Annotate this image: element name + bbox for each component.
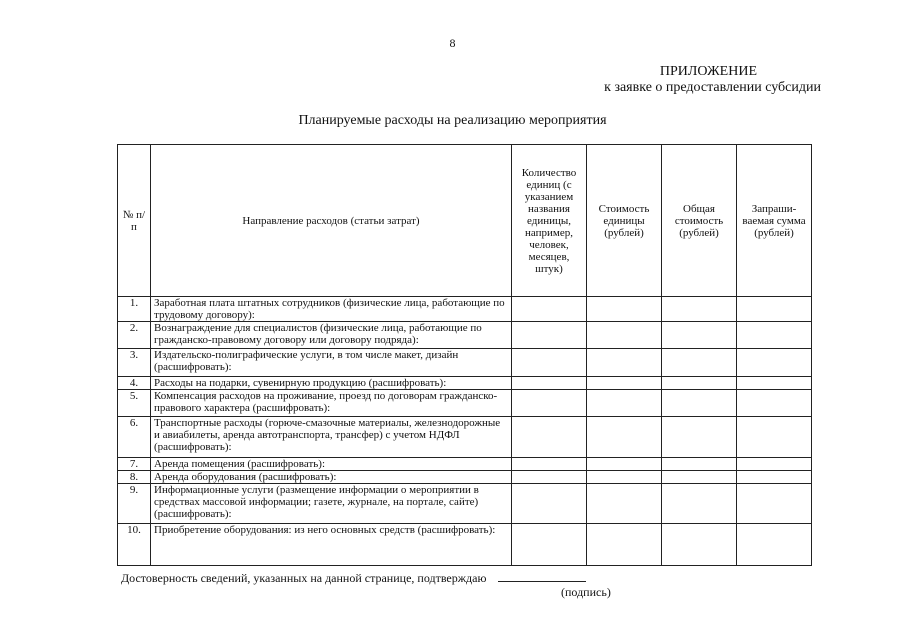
unit-cost-cell[interactable] (587, 484, 662, 524)
requested-sum-cell[interactable] (737, 471, 812, 484)
row-description: Компенсация расходов на проживание, проезд по договорам гражданско-правового характера (расшифровать): (151, 390, 512, 417)
table-row (118, 390, 812, 417)
row-number: 2. (118, 322, 151, 349)
row-description: Издательско-полиграфические услуги, в том числе макет, дизайн (расшифровать): (151, 349, 512, 377)
total-cost-cell[interactable] (662, 417, 737, 458)
table-row (118, 322, 812, 349)
total-cost-cell[interactable] (662, 524, 737, 566)
requested-sum-cell[interactable] (737, 377, 812, 390)
table-row (118, 297, 812, 322)
row-number: 8. (118, 471, 151, 484)
row-number: 6. (118, 417, 151, 458)
quantity-cell[interactable] (512, 471, 587, 484)
requested-sum-cell[interactable] (737, 349, 812, 377)
row-number: 5. (118, 390, 151, 417)
header-total-cost: Общая стоимость (рублей) (662, 145, 737, 297)
table-row (118, 417, 812, 458)
appendix-title: ПРИЛОЖЕНИЕ (659, 64, 757, 79)
total-cost-cell[interactable] (662, 471, 737, 484)
quantity-cell[interactable] (512, 524, 587, 566)
row-description: Аренда помещения (расшифровать): (151, 458, 512, 471)
quantity-cell[interactable] (512, 322, 587, 349)
unit-cost-cell[interactable] (587, 377, 662, 390)
row-number: 7. (118, 458, 151, 471)
unit-cost-cell[interactable] (587, 297, 662, 322)
header-direction: Направление расходов (статьи затрат) (151, 145, 512, 297)
unit-cost-cell[interactable] (587, 524, 662, 566)
header-quantity: Количество единиц (с указанием названия единицы, например, человек, месяцев, штук) (512, 145, 587, 297)
table-row (118, 349, 812, 377)
requested-sum-cell[interactable] (737, 458, 812, 471)
quantity-cell[interactable] (512, 349, 587, 377)
row-description: Вознаграждение для специалистов (физические лица, работающие по гражданско-правовому договору или договору подряда): (151, 322, 512, 349)
table-row (118, 484, 812, 524)
signature-caption: (подпись) (561, 585, 611, 599)
requested-sum-cell[interactable] (737, 322, 812, 349)
quantity-cell[interactable] (512, 297, 587, 322)
total-cost-cell[interactable] (662, 458, 737, 471)
total-cost-cell[interactable] (662, 390, 737, 417)
quantity-cell[interactable] (512, 377, 587, 390)
header-unit-cost: Стоимость единицы (рублей) (587, 145, 662, 297)
row-number: 10. (118, 524, 151, 566)
header-requested-sum: Запраши-ваемая сумма (рублей) (737, 145, 812, 297)
unit-cost-cell[interactable] (587, 458, 662, 471)
unit-cost-cell[interactable] (587, 322, 662, 349)
requested-sum-cell[interactable] (737, 297, 812, 322)
row-number: 1. (118, 297, 151, 322)
page-number: 8 (449, 36, 456, 50)
row-description: Аренда оборудования (расшифровать): (151, 471, 512, 484)
expenses-table (117, 144, 812, 566)
signature-field[interactable] (498, 571, 586, 582)
quantity-cell[interactable] (512, 390, 587, 417)
row-number: 9. (118, 484, 151, 524)
requested-sum-cell[interactable] (737, 390, 812, 417)
requested-sum-cell[interactable] (737, 417, 812, 458)
table-row (118, 458, 812, 471)
unit-cost-cell[interactable] (587, 349, 662, 377)
unit-cost-cell[interactable] (587, 417, 662, 458)
table-row (118, 471, 812, 484)
table-title: Планируемые расходы на реализацию мероприятия (298, 113, 607, 128)
requested-sum-cell[interactable] (737, 484, 812, 524)
table-row (118, 377, 812, 390)
confirmation-line (121, 571, 586, 586)
appendix-subtitle: к заявке о предоставлении субсидии (604, 80, 821, 95)
row-description: Транспортные расходы (горюче-смазочные материалы, железнодорожные и авиабилеты, аренда автотранспорта, трансфер) с учетом НДФЛ (расшифровать): (151, 417, 512, 458)
quantity-cell[interactable] (512, 484, 587, 524)
requested-sum-cell[interactable] (737, 524, 812, 566)
row-description: Расходы на подарки, сувенирную продукцию (расшифровать): (151, 377, 512, 390)
quantity-cell[interactable] (512, 458, 587, 471)
total-cost-cell[interactable] (662, 484, 737, 524)
confirmation-text: Достоверность сведений, указанных на данной странице, подтверждаю (121, 571, 487, 585)
unit-cost-cell[interactable] (587, 390, 662, 417)
total-cost-cell[interactable] (662, 349, 737, 377)
quantity-cell[interactable] (512, 417, 587, 458)
total-cost-cell[interactable] (662, 377, 737, 390)
row-number: 4. (118, 377, 151, 390)
row-number: 3. (118, 349, 151, 377)
table-header-row (118, 145, 812, 297)
header-number: № п/п (118, 145, 151, 297)
row-description: Информационные услуги (размещение информации о мероприятии в средствах массовой информации; газете, журнале, на портале, сайте) (расшифровать): (151, 484, 512, 524)
unit-cost-cell[interactable] (587, 471, 662, 484)
table-row (118, 524, 812, 566)
row-description: Приобретение оборудования: из него основных средств (расшифровать): (151, 524, 512, 566)
row-description: Заработная плата штатных сотрудников (физические лица, работающие по трудовому договору): (151, 297, 512, 322)
total-cost-cell[interactable] (662, 297, 737, 322)
total-cost-cell[interactable] (662, 322, 737, 349)
